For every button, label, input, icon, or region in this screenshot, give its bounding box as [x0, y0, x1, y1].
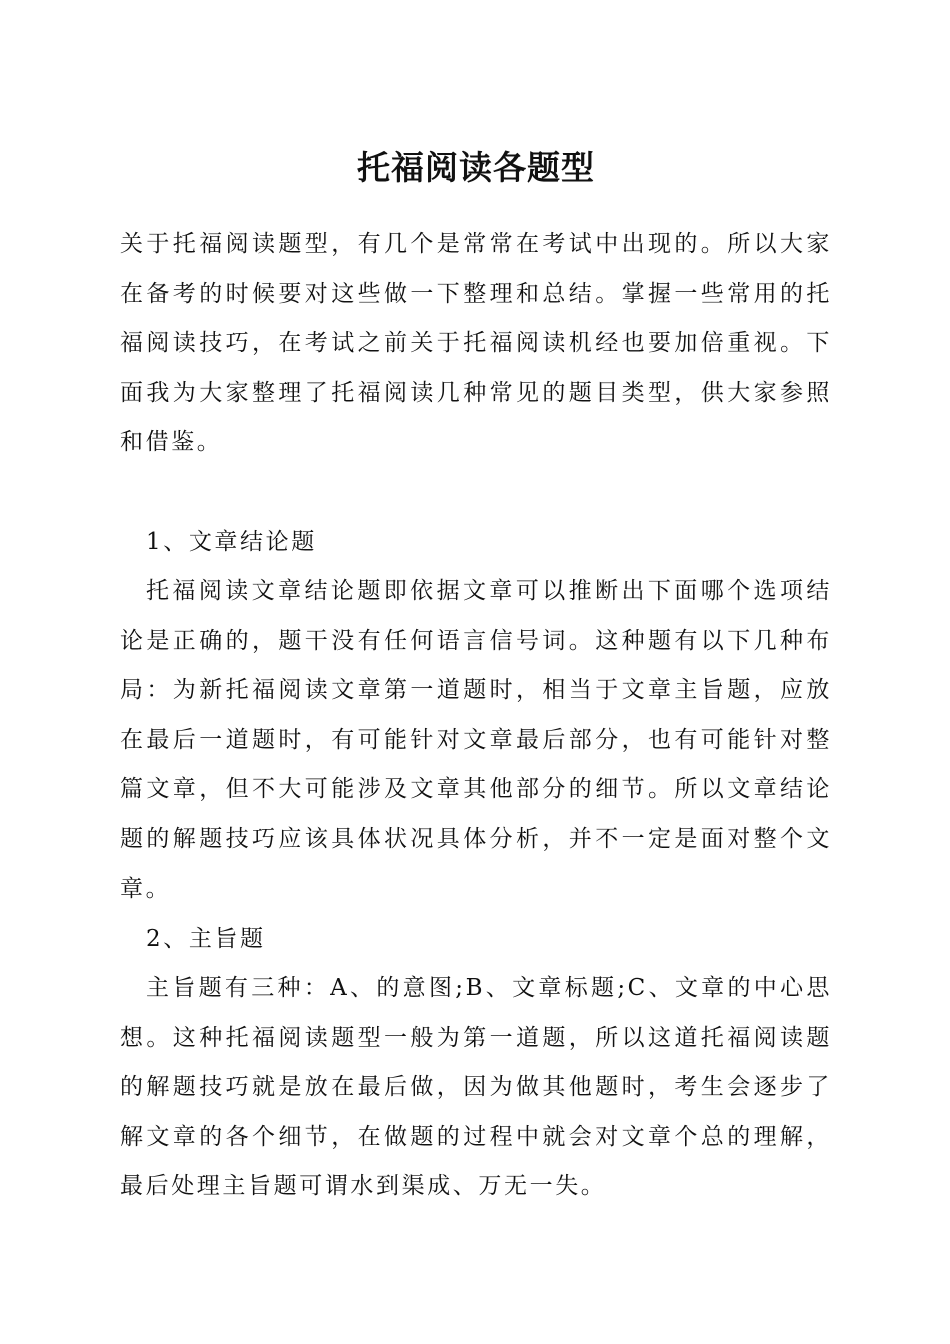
section-body-conclusion: 托福阅读文章结论题即依据文章可以推断出下面哪个选项结论是正确的，题干没有任何语言信号词。这种题有以下几种布局：为新托福阅读文章第一道题时，相当于文章主旨题，应放在最后一道题时，有可能针对文章最后部分，也有可能针对整篇文章，但不大可能涉及文章其他部分的细节。所以文章结论题的解题技巧应该具体状况具体分析，并不一定是面对整个文章。	[120, 578, 832, 902]
section-heading-conclusion: 1、文章结论题	[146, 529, 317, 555]
section-heading-main-idea: 2、主旨题	[146, 926, 266, 952]
intro-paragraph: 关于托福阅读题型，有几个是常常在考试中出现的。所以大家在备考的时候要对这些做一下整理和总结。掌握一些常用的托福阅读技巧，在考试之前关于托福阅读机经也要加倍重视。下面我为大家整理了托福阅读几种常见的题目类型，供大家参照和借鉴。	[120, 231, 832, 456]
section-body-main-idea: 主旨题有三种：A、的意图;B、文章标题;C、文章的中心思想。这种托福阅读题型一般为第一道题，所以这道托福阅读题的解题技巧就是放在最后做，因为做其他题时，考生会逐步了解文章的各个细节，在做题的过程中就会对文章个总的理解，最后处理主旨题可谓水到渠成、万无一失。	[120, 975, 832, 1200]
document-title: 托福阅读各题型	[357, 148, 595, 187]
